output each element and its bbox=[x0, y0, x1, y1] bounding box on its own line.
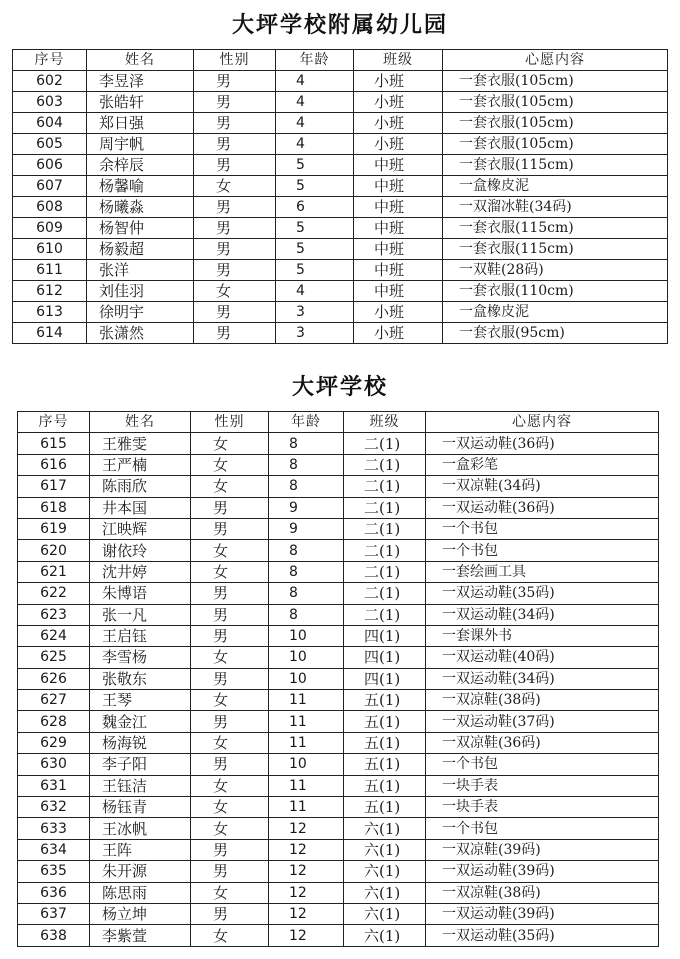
cell-wish: 一盒橡皮泥 bbox=[443, 302, 668, 323]
header-class: 班级 bbox=[354, 50, 443, 71]
cell-gender: 男 bbox=[194, 197, 276, 218]
cell-gender: 男 bbox=[191, 711, 269, 732]
cell-index: 608 bbox=[13, 197, 87, 218]
cell-gender: 女 bbox=[191, 647, 269, 668]
cell-class: 中班 bbox=[354, 239, 443, 260]
cell-age: 4 bbox=[276, 71, 354, 92]
cell-name: 杨钰青 bbox=[90, 797, 191, 818]
header-age: 年龄 bbox=[276, 50, 354, 71]
cell-name: 刘佳羽 bbox=[87, 281, 194, 302]
cell-name: 陈思雨 bbox=[90, 882, 191, 903]
table-row bbox=[18, 604, 659, 625]
cell-index: 611 bbox=[13, 260, 87, 281]
cell-gender: 男 bbox=[194, 92, 276, 113]
cell-gender: 女 bbox=[191, 476, 269, 497]
cell-wish: 一块手表 bbox=[426, 775, 659, 796]
cell-name: 杨立坤 bbox=[90, 903, 191, 924]
cell-age: 5 bbox=[276, 176, 354, 197]
cell-name: 张敬东 bbox=[90, 668, 191, 689]
cell-gender: 女 bbox=[191, 818, 269, 839]
cell-class: 六(1) bbox=[344, 861, 426, 882]
table-row bbox=[18, 668, 659, 689]
cell-age: 11 bbox=[269, 711, 344, 732]
cell-index: 605 bbox=[13, 134, 87, 155]
cell-gender: 女 bbox=[191, 732, 269, 753]
cell-index: 619 bbox=[18, 518, 90, 539]
cell-index: 623 bbox=[18, 604, 90, 625]
cell-name: 王冰帆 bbox=[90, 818, 191, 839]
table-row bbox=[13, 155, 668, 176]
cell-gender: 男 bbox=[194, 71, 276, 92]
table-row bbox=[13, 260, 668, 281]
cell-index: 635 bbox=[18, 861, 90, 882]
cell-gender: 女 bbox=[191, 540, 269, 561]
table-row bbox=[13, 281, 668, 302]
cell-age: 3 bbox=[276, 302, 354, 323]
cell-class: 四(1) bbox=[344, 647, 426, 668]
cell-name: 陈雨欣 bbox=[90, 476, 191, 497]
cell-index: 618 bbox=[18, 497, 90, 518]
cell-index: 637 bbox=[18, 903, 90, 924]
cell-name: 张皓轩 bbox=[87, 92, 194, 113]
cell-index: 614 bbox=[13, 323, 87, 344]
cell-gender: 女 bbox=[191, 882, 269, 903]
cell-age: 8 bbox=[269, 583, 344, 604]
cell-name: 谢依玲 bbox=[90, 540, 191, 561]
cell-class: 中班 bbox=[354, 218, 443, 239]
cell-class: 二(1) bbox=[344, 561, 426, 582]
cell-name: 王阵 bbox=[90, 839, 191, 860]
cell-age: 11 bbox=[269, 732, 344, 753]
cell-gender: 女 bbox=[191, 454, 269, 475]
cell-wish: 一双凉鞋(38码) bbox=[426, 690, 659, 711]
table-row bbox=[18, 882, 659, 903]
cell-index: 606 bbox=[13, 155, 87, 176]
cell-name: 余梓辰 bbox=[87, 155, 194, 176]
table-row bbox=[18, 732, 659, 753]
cell-gender: 男 bbox=[191, 903, 269, 924]
cell-class: 小班 bbox=[354, 323, 443, 344]
cell-index: 620 bbox=[18, 540, 90, 561]
cell-index: 632 bbox=[18, 797, 90, 818]
table-row bbox=[13, 302, 668, 323]
cell-class: 二(1) bbox=[344, 604, 426, 625]
cell-wish: 一套衣服(110cm) bbox=[443, 281, 668, 302]
table-row bbox=[18, 625, 659, 646]
cell-wish: 一双运动鞋(35码) bbox=[426, 583, 659, 604]
cell-class: 六(1) bbox=[344, 925, 426, 946]
cell-class: 六(1) bbox=[344, 882, 426, 903]
cell-index: 602 bbox=[13, 71, 87, 92]
table-row bbox=[18, 925, 659, 946]
table-header-row bbox=[18, 412, 659, 433]
cell-age: 8 bbox=[269, 454, 344, 475]
cell-gender: 男 bbox=[191, 518, 269, 539]
cell-gender: 男 bbox=[191, 604, 269, 625]
table-row bbox=[18, 711, 659, 732]
header-index: 序号 bbox=[13, 50, 87, 71]
cell-name: 朱开源 bbox=[90, 861, 191, 882]
cell-wish: 一套衣服(105cm) bbox=[443, 92, 668, 113]
cell-age: 8 bbox=[269, 476, 344, 497]
cell-wish: 一双运动鞋(36码) bbox=[426, 433, 659, 454]
cell-gender: 男 bbox=[191, 839, 269, 860]
table-row bbox=[13, 134, 668, 155]
cell-gender: 男 bbox=[194, 323, 276, 344]
cell-index: 629 bbox=[18, 732, 90, 753]
cell-age: 12 bbox=[269, 839, 344, 860]
cell-gender: 女 bbox=[194, 176, 276, 197]
cell-age: 5 bbox=[276, 155, 354, 176]
cell-index: 613 bbox=[13, 302, 87, 323]
cell-wish: 一盒橡皮泥 bbox=[443, 176, 668, 197]
table-row bbox=[13, 197, 668, 218]
cell-gender: 男 bbox=[194, 155, 276, 176]
cell-age: 12 bbox=[269, 818, 344, 839]
cell-wish: 一套衣服(105cm) bbox=[443, 71, 668, 92]
cell-name: 李子阳 bbox=[90, 754, 191, 775]
cell-name: 王雅雯 bbox=[90, 433, 191, 454]
cell-index: 636 bbox=[18, 882, 90, 903]
cell-age: 10 bbox=[269, 625, 344, 646]
cell-gender: 男 bbox=[191, 668, 269, 689]
header-name: 姓名 bbox=[87, 50, 194, 71]
cell-age: 11 bbox=[269, 775, 344, 796]
header-index: 序号 bbox=[18, 412, 90, 433]
cell-wish: 一双凉鞋(39码) bbox=[426, 839, 659, 860]
cell-index: 612 bbox=[13, 281, 87, 302]
cell-index: 630 bbox=[18, 754, 90, 775]
cell-name: 井本国 bbox=[90, 497, 191, 518]
cell-class: 二(1) bbox=[344, 583, 426, 604]
cell-wish: 一套衣服(115cm) bbox=[443, 155, 668, 176]
cell-name: 张洋 bbox=[87, 260, 194, 281]
cell-wish: 一个书包 bbox=[426, 540, 659, 561]
cell-gender: 男 bbox=[191, 497, 269, 518]
header-wish: 心愿内容 bbox=[426, 412, 659, 433]
cell-name: 李雪杨 bbox=[90, 647, 191, 668]
kindergarten-title: 大坪学校附属幼儿园 bbox=[231, 13, 448, 38]
cell-index: 638 bbox=[18, 925, 90, 946]
cell-name: 杨智仲 bbox=[87, 218, 194, 239]
cell-class: 四(1) bbox=[344, 668, 426, 689]
cell-gender: 男 bbox=[191, 754, 269, 775]
cell-index: 624 bbox=[18, 625, 90, 646]
cell-age: 8 bbox=[269, 604, 344, 625]
cell-index: 617 bbox=[18, 476, 90, 497]
table-row bbox=[18, 518, 659, 539]
cell-index: 631 bbox=[18, 775, 90, 796]
cell-age: 5 bbox=[276, 260, 354, 281]
cell-age: 9 bbox=[269, 518, 344, 539]
cell-index: 628 bbox=[18, 711, 90, 732]
cell-gender: 女 bbox=[191, 690, 269, 711]
school-title: 大坪学校 bbox=[291, 375, 388, 400]
cell-age: 8 bbox=[269, 433, 344, 454]
cell-age: 12 bbox=[269, 861, 344, 882]
cell-gender: 男 bbox=[194, 260, 276, 281]
cell-name: 郑日强 bbox=[87, 113, 194, 134]
cell-age: 5 bbox=[276, 239, 354, 260]
cell-name: 徐明宇 bbox=[87, 302, 194, 323]
cell-class: 六(1) bbox=[344, 839, 426, 860]
cell-wish: 一个书包 bbox=[426, 518, 659, 539]
cell-gender: 男 bbox=[194, 218, 276, 239]
cell-wish: 一套衣服(105cm) bbox=[443, 113, 668, 134]
table-row bbox=[18, 903, 659, 924]
cell-gender: 男 bbox=[191, 861, 269, 882]
kindergarten-wish-table bbox=[12, 49, 668, 344]
cell-gender: 女 bbox=[191, 775, 269, 796]
table-row bbox=[18, 818, 659, 839]
table-row bbox=[18, 754, 659, 775]
cell-index: 621 bbox=[18, 561, 90, 582]
table-row bbox=[18, 690, 659, 711]
cell-age: 10 bbox=[269, 754, 344, 775]
cell-wish: 一双运动鞋(35码) bbox=[426, 925, 659, 946]
cell-age: 10 bbox=[269, 647, 344, 668]
header-class: 班级 bbox=[344, 412, 426, 433]
cell-wish: 一双运动鞋(34码) bbox=[426, 604, 659, 625]
cell-age: 4 bbox=[276, 113, 354, 134]
cell-wish: 一套绘画工具 bbox=[426, 561, 659, 582]
cell-age: 12 bbox=[269, 903, 344, 924]
cell-class: 二(1) bbox=[344, 518, 426, 539]
table-row bbox=[13, 176, 668, 197]
cell-wish: 一双溜冰鞋(34码) bbox=[443, 197, 668, 218]
table-header-row bbox=[13, 50, 668, 71]
cell-wish: 一个书包 bbox=[426, 754, 659, 775]
cell-index: 615 bbox=[18, 433, 90, 454]
cell-index: 633 bbox=[18, 818, 90, 839]
table-row bbox=[13, 239, 668, 260]
cell-age: 3 bbox=[276, 323, 354, 344]
table-row bbox=[18, 433, 659, 454]
cell-gender: 女 bbox=[191, 561, 269, 582]
cell-name: 周宇帆 bbox=[87, 134, 194, 155]
cell-index: 626 bbox=[18, 668, 90, 689]
header-gender: 性别 bbox=[191, 412, 269, 433]
cell-wish: 一双运动鞋(34码) bbox=[426, 668, 659, 689]
cell-class: 六(1) bbox=[344, 903, 426, 924]
cell-class: 小班 bbox=[354, 92, 443, 113]
cell-name: 李昱泽 bbox=[87, 71, 194, 92]
cell-wish: 一双运动鞋(39码) bbox=[426, 903, 659, 924]
cell-index: 609 bbox=[13, 218, 87, 239]
cell-name: 杨馨喻 bbox=[87, 176, 194, 197]
cell-name: 江映辉 bbox=[90, 518, 191, 539]
cell-class: 二(1) bbox=[344, 497, 426, 518]
header-age: 年龄 bbox=[269, 412, 344, 433]
cell-class: 小班 bbox=[354, 302, 443, 323]
cell-index: 607 bbox=[13, 176, 87, 197]
cell-gender: 女 bbox=[191, 925, 269, 946]
cell-gender: 女 bbox=[191, 797, 269, 818]
cell-class: 中班 bbox=[354, 197, 443, 218]
cell-wish: 一套衣服(105cm) bbox=[443, 134, 668, 155]
cell-name: 朱博语 bbox=[90, 583, 191, 604]
cell-class: 五(1) bbox=[344, 754, 426, 775]
cell-age: 4 bbox=[276, 92, 354, 113]
cell-class: 六(1) bbox=[344, 818, 426, 839]
header-gender: 性别 bbox=[194, 50, 276, 71]
cell-index: 603 bbox=[13, 92, 87, 113]
cell-age: 4 bbox=[276, 281, 354, 302]
cell-age: 12 bbox=[269, 925, 344, 946]
cell-name: 魏金江 bbox=[90, 711, 191, 732]
cell-index: 625 bbox=[18, 647, 90, 668]
table-row bbox=[18, 497, 659, 518]
table-row bbox=[18, 647, 659, 668]
cell-wish: 一双运动鞋(36码) bbox=[426, 497, 659, 518]
cell-class: 中班 bbox=[354, 176, 443, 197]
cell-class: 五(1) bbox=[344, 775, 426, 796]
header-wish: 心愿内容 bbox=[443, 50, 668, 71]
cell-class: 中班 bbox=[354, 155, 443, 176]
cell-class: 五(1) bbox=[344, 690, 426, 711]
cell-index: 616 bbox=[18, 454, 90, 475]
cell-age: 9 bbox=[269, 497, 344, 518]
table-row bbox=[18, 861, 659, 882]
cell-wish: 一套衣服(115cm) bbox=[443, 218, 668, 239]
table-row bbox=[18, 540, 659, 561]
cell-wish: 一套衣服(115cm) bbox=[443, 239, 668, 260]
table-row bbox=[13, 113, 668, 134]
cell-class: 小班 bbox=[354, 134, 443, 155]
cell-index: 604 bbox=[13, 113, 87, 134]
cell-name: 王钰洁 bbox=[90, 775, 191, 796]
cell-gender: 女 bbox=[191, 433, 269, 454]
cell-class: 小班 bbox=[354, 71, 443, 92]
cell-age: 11 bbox=[269, 797, 344, 818]
cell-name: 杨毅超 bbox=[87, 239, 194, 260]
cell-name: 李紫萱 bbox=[90, 925, 191, 946]
table-row bbox=[13, 218, 668, 239]
cell-wish: 一套课外书 bbox=[426, 625, 659, 646]
header-name: 姓名 bbox=[90, 412, 191, 433]
cell-index: 610 bbox=[13, 239, 87, 260]
cell-name: 沈井婷 bbox=[90, 561, 191, 582]
cell-wish: 一双运动鞋(37码) bbox=[426, 711, 659, 732]
cell-name: 张一凡 bbox=[90, 604, 191, 625]
school-wish-table bbox=[17, 411, 659, 947]
cell-wish: 一盒彩笔 bbox=[426, 454, 659, 475]
cell-wish: 一双鞋(28码) bbox=[443, 260, 668, 281]
cell-age: 8 bbox=[269, 561, 344, 582]
cell-gender: 男 bbox=[194, 113, 276, 134]
cell-age: 4 bbox=[276, 134, 354, 155]
table-row bbox=[13, 323, 668, 344]
cell-index: 634 bbox=[18, 839, 90, 860]
cell-name: 王严楠 bbox=[90, 454, 191, 475]
cell-wish: 一块手表 bbox=[426, 797, 659, 818]
cell-gender: 男 bbox=[191, 583, 269, 604]
cell-index: 622 bbox=[18, 583, 90, 604]
table-row bbox=[13, 71, 668, 92]
cell-wish: 一套衣服(95cm) bbox=[443, 323, 668, 344]
cell-age: 8 bbox=[269, 540, 344, 561]
cell-class: 四(1) bbox=[344, 625, 426, 646]
cell-class: 二(1) bbox=[344, 540, 426, 561]
cell-class: 二(1) bbox=[344, 454, 426, 475]
cell-class: 小班 bbox=[354, 113, 443, 134]
cell-class: 五(1) bbox=[344, 732, 426, 753]
table-row bbox=[18, 583, 659, 604]
cell-age: 5 bbox=[276, 218, 354, 239]
table-row bbox=[13, 92, 668, 113]
cell-gender: 男 bbox=[194, 134, 276, 155]
cell-age: 10 bbox=[269, 668, 344, 689]
table-row bbox=[18, 476, 659, 497]
cell-age: 6 bbox=[276, 197, 354, 218]
cell-wish: 一双运动鞋(40码) bbox=[426, 647, 659, 668]
table-row bbox=[18, 775, 659, 796]
cell-wish: 一个书包 bbox=[426, 818, 659, 839]
cell-class: 二(1) bbox=[344, 476, 426, 497]
cell-gender: 男 bbox=[191, 625, 269, 646]
cell-age: 12 bbox=[269, 882, 344, 903]
table-row bbox=[18, 839, 659, 860]
table-row bbox=[18, 454, 659, 475]
cell-name: 杨海锐 bbox=[90, 732, 191, 753]
cell-name: 杨曦淼 bbox=[87, 197, 194, 218]
cell-age: 11 bbox=[269, 690, 344, 711]
cell-class: 五(1) bbox=[344, 797, 426, 818]
cell-gender: 男 bbox=[194, 239, 276, 260]
cell-class: 中班 bbox=[354, 260, 443, 281]
cell-wish: 一双运动鞋(39码) bbox=[426, 861, 659, 882]
cell-name: 王启钰 bbox=[90, 625, 191, 646]
cell-class: 二(1) bbox=[344, 433, 426, 454]
cell-gender: 男 bbox=[194, 302, 276, 323]
cell-class: 中班 bbox=[354, 281, 443, 302]
cell-gender: 女 bbox=[194, 281, 276, 302]
table-row bbox=[18, 797, 659, 818]
cell-name: 张潇然 bbox=[87, 323, 194, 344]
cell-class: 五(1) bbox=[344, 711, 426, 732]
cell-wish: 一双凉鞋(38码) bbox=[426, 882, 659, 903]
cell-wish: 一双凉鞋(36码) bbox=[426, 732, 659, 753]
cell-index: 627 bbox=[18, 690, 90, 711]
cell-name: 王琴 bbox=[90, 690, 191, 711]
table-row bbox=[18, 561, 659, 582]
cell-wish: 一双凉鞋(34码) bbox=[426, 476, 659, 497]
